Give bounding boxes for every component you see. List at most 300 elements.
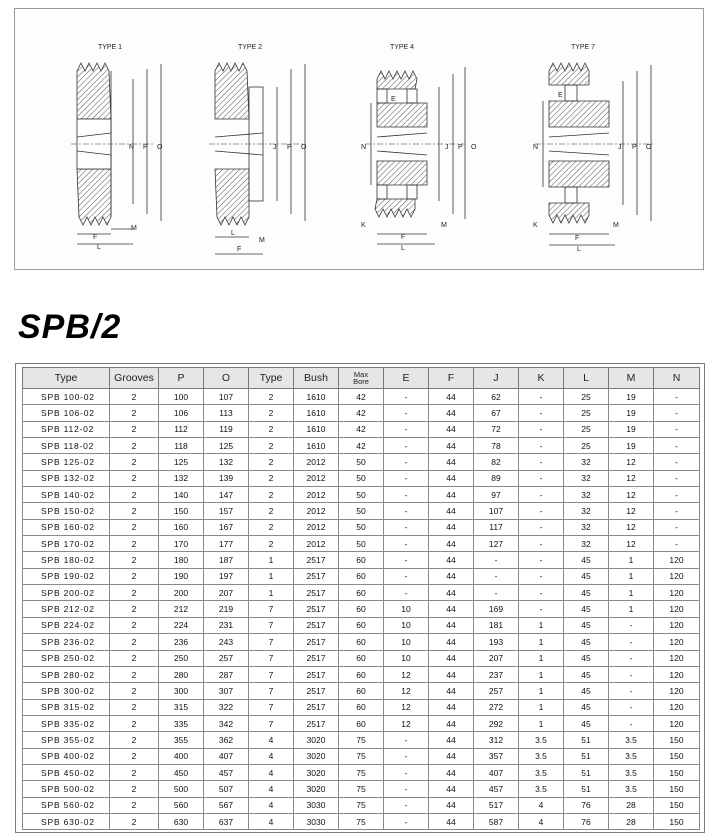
table-cell: 75 <box>339 764 384 780</box>
table-cell: 12 <box>384 699 429 715</box>
table-cell: SPB 355-02 <box>23 732 110 748</box>
table-cell: 147 <box>204 487 249 503</box>
table-cell: 44 <box>429 405 474 421</box>
table-cell: 560 <box>159 797 204 813</box>
table-cell: 120 <box>654 715 700 731</box>
table-cell: 2 <box>110 715 159 731</box>
table-row <box>23 617 700 633</box>
table-cell: 322 <box>204 699 249 715</box>
table-cell: 2 <box>110 634 159 650</box>
table-cell: SPB 200-02 <box>23 585 110 601</box>
table-cell: SPB 250-02 <box>23 650 110 666</box>
table-cell: 7 <box>249 601 294 617</box>
table-cell: 2517 <box>294 601 339 617</box>
table-cell: 457 <box>204 764 249 780</box>
table-cell: 300 <box>159 683 204 699</box>
table-cell: 51 <box>564 764 609 780</box>
table-cell: 1 <box>249 585 294 601</box>
table-cell: 2 <box>110 585 159 601</box>
table-cell: 150 <box>654 797 700 813</box>
table-cell: SPB 560-02 <box>23 797 110 813</box>
table-cell: 44 <box>429 536 474 552</box>
table-cell: 118 <box>159 438 204 454</box>
table-cell: 50 <box>339 454 384 470</box>
table-row <box>23 487 700 503</box>
table-cell: 44 <box>429 470 474 486</box>
table-row <box>23 601 700 617</box>
table-cell: - <box>384 568 429 584</box>
table-cell: 207 <box>204 585 249 601</box>
table-cell: - <box>519 552 564 568</box>
table-cell: 60 <box>339 617 384 633</box>
table-cell: SPB 160-02 <box>23 519 110 535</box>
table-cell: 32 <box>564 487 609 503</box>
type7-j-label: J <box>618 144 622 151</box>
table-cell: 177 <box>204 536 249 552</box>
table-cell: 45 <box>564 650 609 666</box>
table-cell: SPB 300-02 <box>23 683 110 699</box>
table-cell: 517 <box>474 797 519 813</box>
table-cell: 4 <box>249 748 294 764</box>
table-cell: 2517 <box>294 699 339 715</box>
column-header: N <box>654 368 700 389</box>
table-cell: 2012 <box>294 536 339 552</box>
table-cell: 2 <box>249 519 294 535</box>
table-cell: - <box>654 503 700 519</box>
type1-label: TYPE 1 <box>97 44 123 51</box>
table-cell: 7 <box>249 683 294 699</box>
table-cell: 150 <box>654 813 700 829</box>
table-body <box>23 389 700 830</box>
table-cell: 72 <box>474 421 519 437</box>
table-cell: - <box>474 552 519 568</box>
table-cell: 60 <box>339 601 384 617</box>
column-header: F <box>429 368 474 389</box>
table-cell: 237 <box>474 666 519 682</box>
table-cell: 1610 <box>294 438 339 454</box>
type2-f-label: F <box>237 246 242 253</box>
table-cell: 4 <box>249 764 294 780</box>
table-cell: 45 <box>564 634 609 650</box>
table-cell: 2 <box>110 748 159 764</box>
type7-label: TYPE 7 <box>570 44 596 51</box>
table-cell: 2517 <box>294 568 339 584</box>
table-cell: 3.5 <box>519 781 564 797</box>
table-cell: 60 <box>339 683 384 699</box>
table-cell: 250 <box>159 650 204 666</box>
table-cell: 407 <box>474 764 519 780</box>
table-cell: - <box>654 487 700 503</box>
table-cell: 357 <box>474 748 519 764</box>
table-row <box>23 634 700 650</box>
table-cell: 120 <box>654 666 700 682</box>
table-row <box>23 552 700 568</box>
table-cell: 457 <box>474 781 519 797</box>
table-cell: 224 <box>159 617 204 633</box>
table-cell: 19 <box>609 405 654 421</box>
table-cell: 1 <box>249 552 294 568</box>
table-cell: - <box>654 454 700 470</box>
table-cell: - <box>384 470 429 486</box>
table-cell: 4 <box>249 732 294 748</box>
table-cell: 75 <box>339 797 384 813</box>
table-cell: SPB 106-02 <box>23 405 110 421</box>
table-cell: 2 <box>110 487 159 503</box>
table-cell: - <box>384 748 429 764</box>
table-cell: - <box>609 715 654 731</box>
table-cell: - <box>384 536 429 552</box>
table-cell: 2517 <box>294 585 339 601</box>
table-cell: 2 <box>110 421 159 437</box>
table-cell: 1 <box>519 634 564 650</box>
table-cell: 12 <box>609 487 654 503</box>
table-cell: 25 <box>564 421 609 437</box>
table-cell: 67 <box>474 405 519 421</box>
table-cell: 50 <box>339 487 384 503</box>
table-cell: 150 <box>654 748 700 764</box>
table-cell: 120 <box>654 617 700 633</box>
table-cell: 44 <box>429 438 474 454</box>
type4-p-label: P <box>458 144 463 151</box>
table-cell: 89 <box>474 470 519 486</box>
table-cell: 42 <box>339 438 384 454</box>
table-cell: 2 <box>110 781 159 797</box>
table-cell: 44 <box>429 650 474 666</box>
table-cell: 32 <box>564 519 609 535</box>
table-cell: 2 <box>110 699 159 715</box>
table-cell: 2517 <box>294 552 339 568</box>
table-cell: 3020 <box>294 764 339 780</box>
table-cell: - <box>474 585 519 601</box>
table-cell: - <box>654 389 700 405</box>
table-cell: SPB 236-02 <box>23 634 110 650</box>
table-cell: 25 <box>564 405 609 421</box>
type7-p-label: P <box>632 144 637 151</box>
table-row <box>23 666 700 682</box>
type4-n-label: N <box>361 144 367 151</box>
table-cell: 78 <box>474 438 519 454</box>
table-cell: - <box>519 487 564 503</box>
table-cell: 25 <box>564 389 609 405</box>
table-cell: - <box>519 568 564 584</box>
table-cell: 76 <box>564 813 609 829</box>
table-cell: 7 <box>249 715 294 731</box>
table-cell: 3.5 <box>609 748 654 764</box>
table-cell: - <box>474 568 519 584</box>
table-cell: 4 <box>519 813 564 829</box>
table-cell: 2 <box>249 438 294 454</box>
table-cell: 120 <box>654 634 700 650</box>
table-row <box>23 421 700 437</box>
table-cell: - <box>609 699 654 715</box>
table-cell: 2517 <box>294 634 339 650</box>
table-cell: 7 <box>249 650 294 666</box>
table-cell: 2 <box>110 389 159 405</box>
table-header-row <box>23 368 700 389</box>
table-cell: 1 <box>519 617 564 633</box>
table-cell: 32 <box>564 503 609 519</box>
table-cell: - <box>384 438 429 454</box>
table-row <box>23 454 700 470</box>
table-cell: 3020 <box>294 732 339 748</box>
table-cell: 2 <box>110 503 159 519</box>
table-cell: SPB 100-02 <box>23 389 110 405</box>
table-cell: 1610 <box>294 421 339 437</box>
table-cell: SPB 125-02 <box>23 454 110 470</box>
table-cell: 2 <box>110 601 159 617</box>
table-cell: 1 <box>609 601 654 617</box>
table-cell: 44 <box>429 454 474 470</box>
type4-l-label: L <box>401 245 405 252</box>
type1-n-label: N <box>129 144 135 151</box>
table-cell: 212 <box>159 601 204 617</box>
table-cell: 2517 <box>294 650 339 666</box>
table-cell: SPB 335-02 <box>23 715 110 731</box>
table-cell: - <box>384 781 429 797</box>
table-cell: 32 <box>564 454 609 470</box>
table-cell: 32 <box>564 470 609 486</box>
table-cell: 45 <box>564 666 609 682</box>
table-cell: 335 <box>159 715 204 731</box>
table-cell: - <box>384 552 429 568</box>
table-cell: - <box>609 634 654 650</box>
table-cell: 1 <box>609 552 654 568</box>
pulley-diagram-panel <box>14 8 704 270</box>
table-cell: - <box>519 421 564 437</box>
table-cell: 62 <box>474 389 519 405</box>
table-cell: 3020 <box>294 748 339 764</box>
table-cell: 44 <box>429 617 474 633</box>
table-cell: 44 <box>429 585 474 601</box>
table-cell: 2 <box>249 536 294 552</box>
table-cell: 243 <box>204 634 249 650</box>
table-row <box>23 732 700 748</box>
table-cell: - <box>609 650 654 666</box>
table-cell: - <box>654 536 700 552</box>
table-cell: 2 <box>249 503 294 519</box>
type2-m-label: M <box>259 237 265 244</box>
table-cell: 10 <box>384 634 429 650</box>
table-cell: 139 <box>204 470 249 486</box>
table-cell: 3.5 <box>519 764 564 780</box>
table-row <box>23 699 700 715</box>
table-cell: 60 <box>339 552 384 568</box>
table-cell: 637 <box>204 813 249 829</box>
table-cell: 2 <box>110 454 159 470</box>
table-cell: 2517 <box>294 666 339 682</box>
table-cell: 60 <box>339 568 384 584</box>
table-cell: - <box>384 519 429 535</box>
table-cell: 45 <box>564 683 609 699</box>
table-cell: - <box>384 421 429 437</box>
table-cell: 2 <box>249 454 294 470</box>
table-cell: 107 <box>474 503 519 519</box>
table-cell: - <box>609 666 654 682</box>
table-cell: 150 <box>159 503 204 519</box>
type2-l-label: L <box>231 230 235 237</box>
type2-p-label: P <box>287 144 292 151</box>
table-cell: - <box>609 683 654 699</box>
table-cell: 44 <box>429 781 474 797</box>
type4-j-label: J <box>445 144 449 151</box>
table-cell: 44 <box>429 813 474 829</box>
table-cell: 28 <box>609 797 654 813</box>
table-cell: 4 <box>249 781 294 797</box>
table-cell: 125 <box>159 454 204 470</box>
table-cell: 12 <box>384 666 429 682</box>
column-header: P <box>159 368 204 389</box>
table-cell: - <box>519 585 564 601</box>
table-cell: 50 <box>339 536 384 552</box>
table-cell: 1 <box>519 715 564 731</box>
table-cell: 82 <box>474 454 519 470</box>
type7-l-label: L <box>577 246 581 253</box>
table-cell: 76 <box>564 797 609 813</box>
table-cell: 19 <box>609 421 654 437</box>
table-cell: 44 <box>429 666 474 682</box>
table-cell: 97 <box>474 487 519 503</box>
table-cell: 7 <box>249 617 294 633</box>
table-cell: 1610 <box>294 405 339 421</box>
table-cell: 2012 <box>294 503 339 519</box>
table-cell: - <box>609 617 654 633</box>
table-cell: 44 <box>429 519 474 535</box>
table-cell: 120 <box>654 650 700 666</box>
type1-p-label: P <box>143 144 148 151</box>
table-cell: 75 <box>339 732 384 748</box>
table-cell: 100 <box>159 389 204 405</box>
table-row <box>23 536 700 552</box>
table-cell: - <box>654 470 700 486</box>
column-header: Type <box>23 368 110 389</box>
table-cell: 507 <box>204 781 249 797</box>
table-cell: 10 <box>384 617 429 633</box>
table-cell: 2 <box>110 732 159 748</box>
table-cell: SPB 132-02 <box>23 470 110 486</box>
spec-table-frame <box>15 363 705 833</box>
table-cell: 10 <box>384 650 429 666</box>
table-cell: 1 <box>609 568 654 584</box>
type1-m-label: M <box>131 225 137 232</box>
table-cell: - <box>384 405 429 421</box>
table-cell: - <box>384 732 429 748</box>
table-cell: 400 <box>159 748 204 764</box>
table-cell: 1 <box>519 650 564 666</box>
column-header: J <box>474 368 519 389</box>
type7-e-label: E <box>558 92 563 99</box>
table-row <box>23 813 700 829</box>
table-cell: - <box>519 405 564 421</box>
table-cell: 12 <box>384 683 429 699</box>
table-cell: 2 <box>249 487 294 503</box>
table-cell: 44 <box>429 715 474 731</box>
table-cell: 7 <box>249 634 294 650</box>
table-cell: SPB 112-02 <box>23 421 110 437</box>
table-cell: 44 <box>429 503 474 519</box>
type4-drawing <box>365 44 465 244</box>
table-cell: 219 <box>204 601 249 617</box>
table-cell: 44 <box>429 764 474 780</box>
table-cell: 60 <box>339 650 384 666</box>
table-cell: 312 <box>474 732 519 748</box>
table-cell: 315 <box>159 699 204 715</box>
table-cell: 150 <box>654 781 700 797</box>
table-cell: 280 <box>159 666 204 682</box>
table-cell: 236 <box>159 634 204 650</box>
table-cell: SPB 400-02 <box>23 748 110 764</box>
table-row <box>23 797 700 813</box>
table-cell: - <box>384 813 429 829</box>
table-cell: 12 <box>609 470 654 486</box>
table-cell: 60 <box>339 699 384 715</box>
table-cell: 45 <box>564 617 609 633</box>
table-cell: 12 <box>609 536 654 552</box>
table-cell: 120 <box>654 552 700 568</box>
table-cell: 51 <box>564 781 609 797</box>
table-cell: 231 <box>204 617 249 633</box>
type7-n-label: N <box>533 144 539 151</box>
table-cell: 342 <box>204 715 249 731</box>
table-cell: 257 <box>204 650 249 666</box>
table-cell: - <box>384 503 429 519</box>
table-cell: 307 <box>204 683 249 699</box>
table-cell: SPB 450-02 <box>23 764 110 780</box>
type7-drawing <box>535 44 655 245</box>
table-row <box>23 781 700 797</box>
table-row <box>23 405 700 421</box>
table-cell: - <box>519 519 564 535</box>
table-cell: 120 <box>654 568 700 584</box>
table-cell: 4 <box>519 797 564 813</box>
table-cell: 2 <box>110 536 159 552</box>
table-cell: 169 <box>474 601 519 617</box>
table-cell: 170 <box>159 536 204 552</box>
table-cell: 44 <box>429 683 474 699</box>
table-cell: 167 <box>204 519 249 535</box>
column-header: Bush <box>294 368 339 389</box>
pulley-drawings <box>15 9 705 271</box>
table-cell: 2 <box>249 405 294 421</box>
table-cell: 3020 <box>294 781 339 797</box>
table-cell: SPB 212-02 <box>23 601 110 617</box>
type2-label: TYPE 2 <box>237 44 263 51</box>
table-cell: SPB 224-02 <box>23 617 110 633</box>
table-cell: 150 <box>654 732 700 748</box>
table-cell: 2517 <box>294 683 339 699</box>
table-cell: SPB 118-02 <box>23 438 110 454</box>
table-cell: SPB 280-02 <box>23 666 110 682</box>
table-cell: 132 <box>159 470 204 486</box>
table-cell: 2 <box>110 617 159 633</box>
table-cell: 45 <box>564 568 609 584</box>
table-cell: 75 <box>339 748 384 764</box>
table-row <box>23 470 700 486</box>
table-cell: 44 <box>429 552 474 568</box>
table-cell: 44 <box>429 487 474 503</box>
table-cell: - <box>519 389 564 405</box>
table-cell: 3030 <box>294 813 339 829</box>
table-row <box>23 585 700 601</box>
table-cell: 567 <box>204 797 249 813</box>
type7-m-label: M <box>613 222 619 229</box>
table-cell: 180 <box>159 552 204 568</box>
column-header: O <box>204 368 249 389</box>
table-cell: 42 <box>339 421 384 437</box>
table-cell: 2 <box>110 683 159 699</box>
table-cell: 587 <box>474 813 519 829</box>
table-cell: 10 <box>384 601 429 617</box>
table-cell: - <box>519 536 564 552</box>
